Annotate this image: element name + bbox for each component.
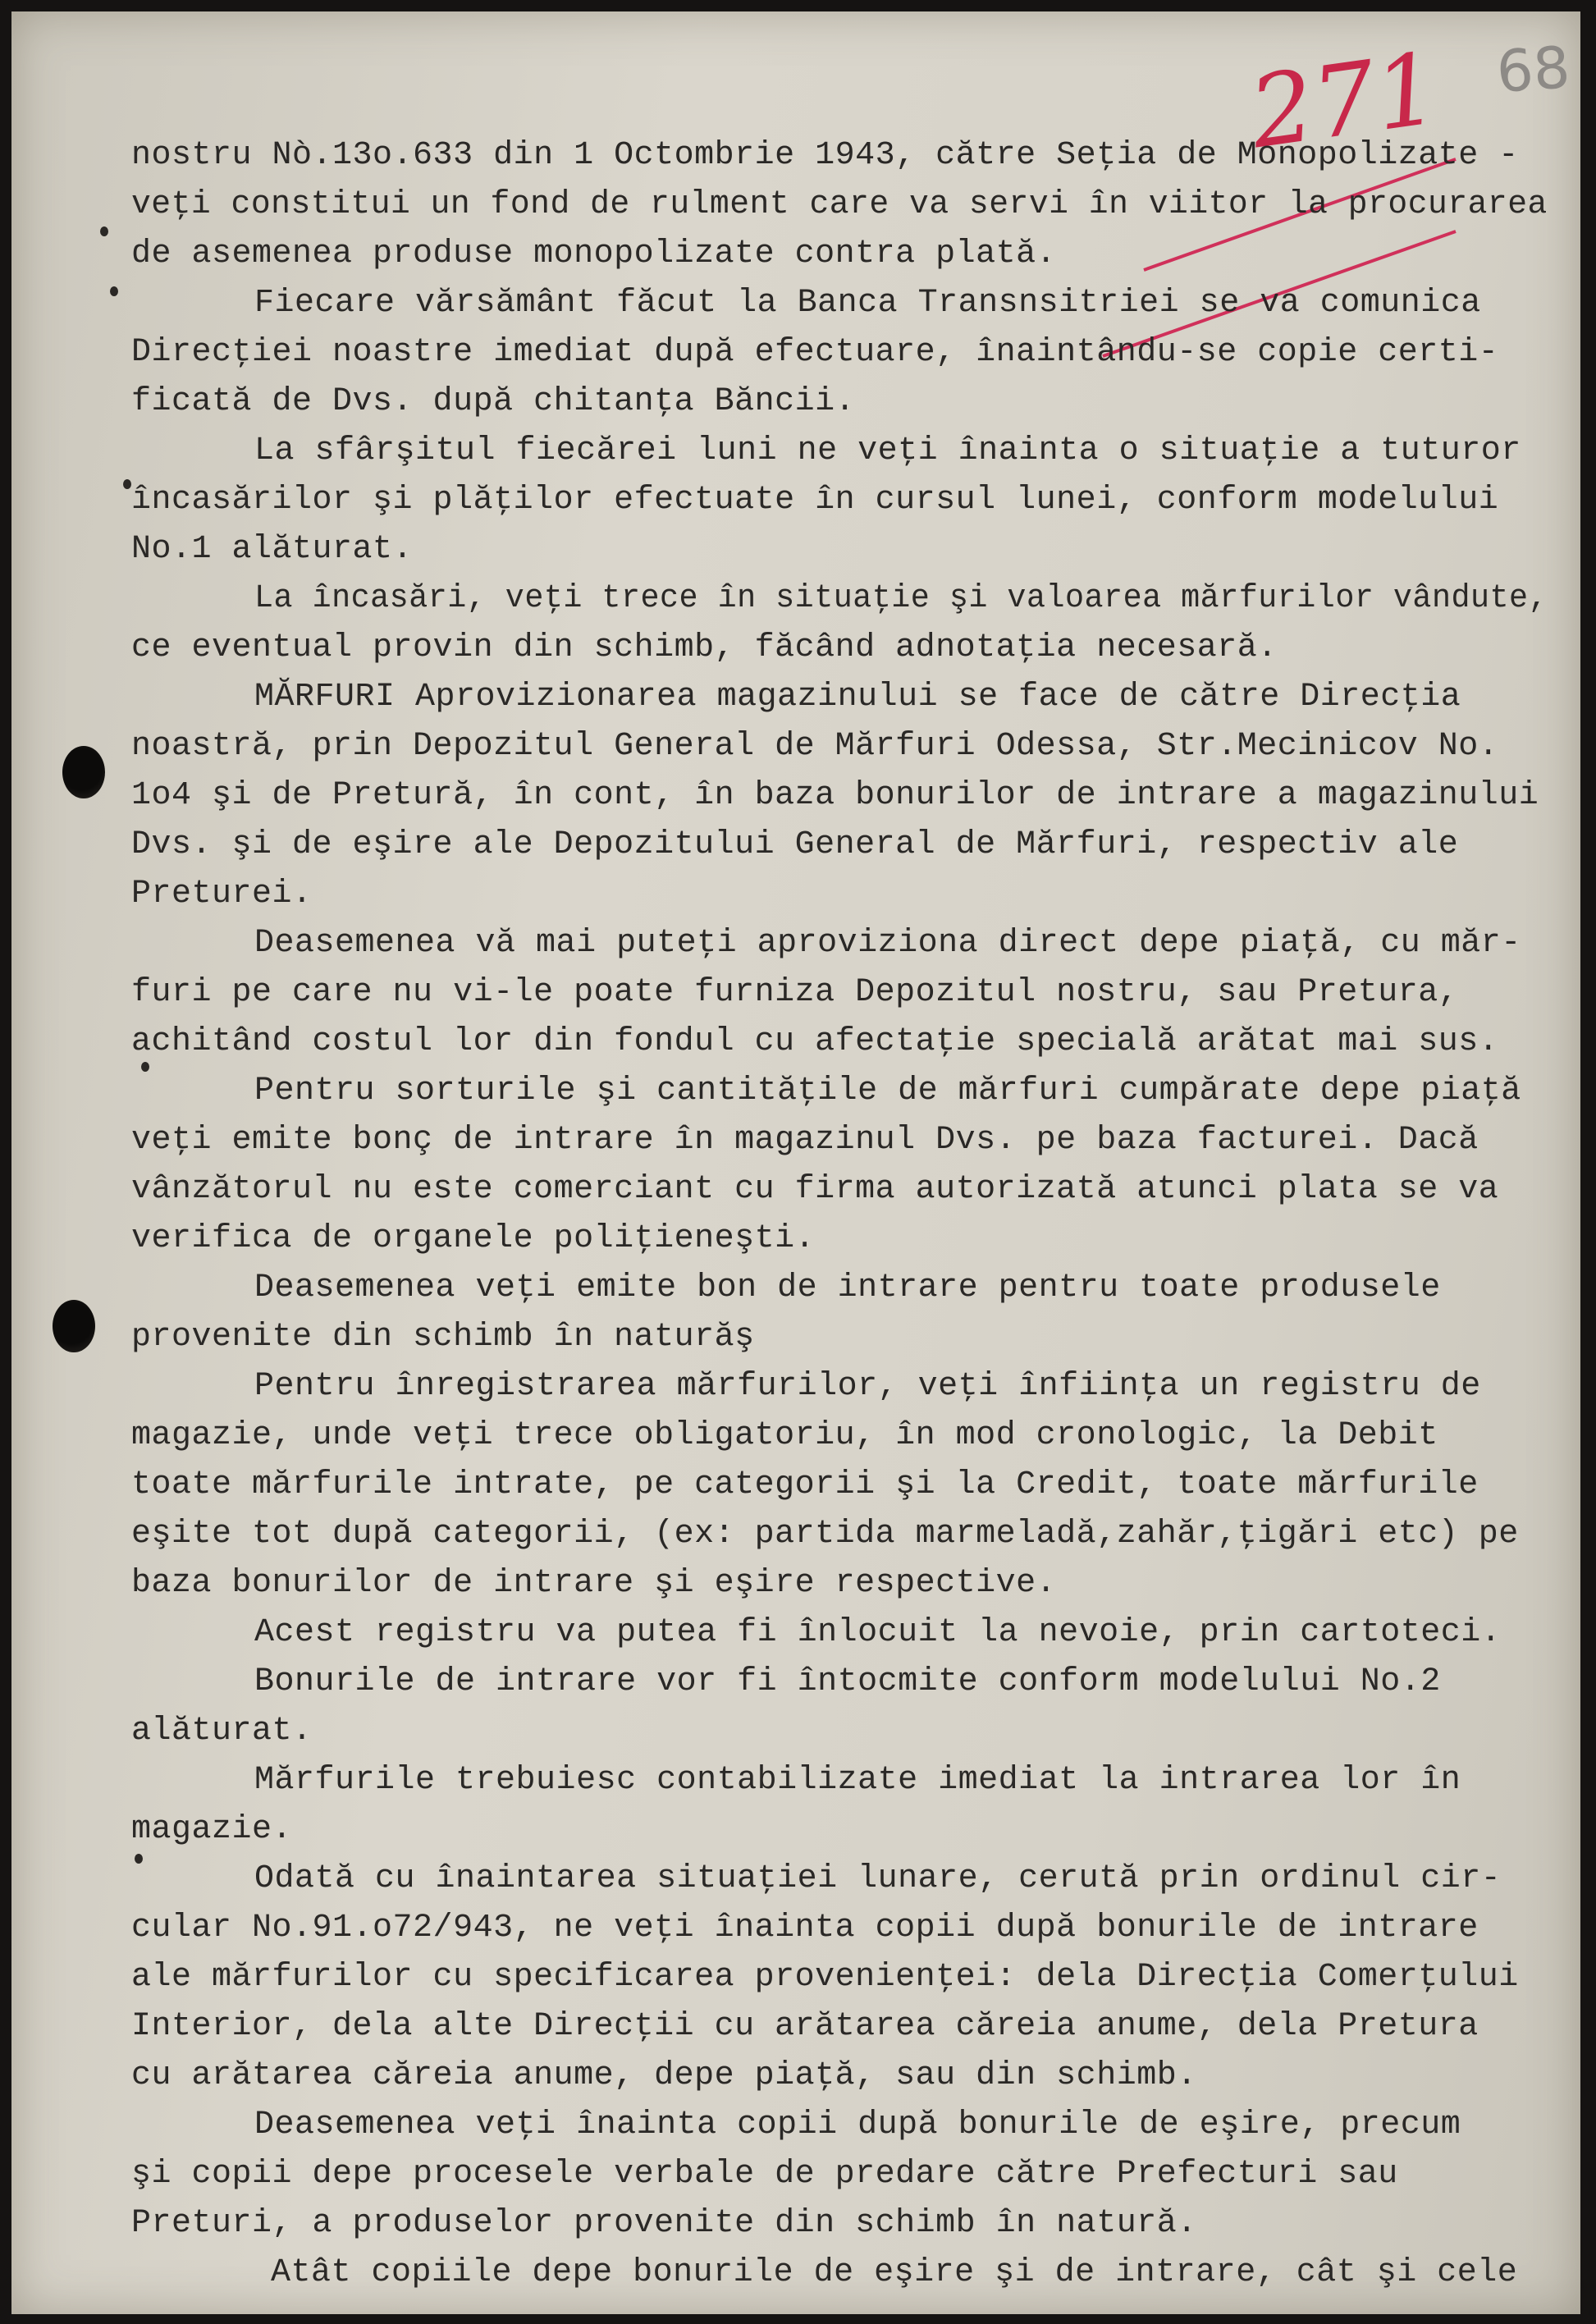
text-line: de asemenea produse monopolizate contra plată.: [131, 236, 1057, 272]
text-line: Preturi, a produselor provenite din schimb în natură.: [131, 2205, 1197, 2242]
text-line: Interior, dela alte Direcţii cu arătarea căreia anume, dela Pretura: [131, 2008, 1479, 2045]
text-line: vânzătorul nu este comerciant cu firma autorizată atunci plata se va: [131, 1171, 1499, 1208]
text-line: Pentru sorturile şi cantităţile de mărfuri cumpărate depe piaţă: [254, 1073, 1521, 1109]
text-line: Fiecare vărsământ făcut la Banca Transnsitriei se va comunica: [254, 285, 1481, 322]
text-line: achitând costul lor din fondul cu afectaţie specială arătat mai sus.: [131, 1023, 1499, 1060]
text-line: cu arătarea căreia anume, depe piaţă, sau din schimb.: [131, 2057, 1197, 2094]
text-line: nostru Nò.13o.633 din 1 Octombrie 1943, către Seţia de Monopolizate -: [131, 137, 1519, 174]
text-line: noastră, prin Depozitul General de Mărfuri Odessa, Str.Mecinicov No.: [131, 728, 1499, 765]
text-line: No.1 alăturat.: [131, 531, 414, 568]
text-line: veţi emite bonç de intrare în magazinul Dvs. pe baza facturei. Dacă: [131, 1122, 1479, 1159]
text-line: ce eventual provin din schimb, făcând adnotaţia necesară.: [131, 629, 1278, 666]
text-line: MĂRFURI Aprovizionarea magazinului se face de către Direcţia: [254, 679, 1461, 716]
text-line: Deasemenea veţi înainta copii după bonurile de eşire, precum: [254, 2107, 1461, 2143]
text-line: Pentru înregistrarea mărfurilor, veţi înfiinţa un registru de: [254, 1368, 1481, 1405]
text-line: Odată cu înaintarea situaţiei lunare, cerută prin ordinul cir-: [254, 1860, 1502, 1897]
pencil-folio-number: 68: [1494, 33, 1572, 107]
text-line: încasărilor şi plăţilor efectuate în cursul lunei, conform modelului: [131, 482, 1499, 519]
text-line: magazie.: [131, 1811, 293, 1848]
text-line: Direcţiei noastre imediat după efectuare, înaintându-se copie certi-: [131, 334, 1499, 371]
text-line: Dvs. şi de eşire ale Depozitului General de Mărfuri, respectiv ale: [131, 826, 1459, 863]
text-line: 1o4 şi de Pretură, în cont, în baza bonurilor de intrare a magazinului: [131, 777, 1539, 814]
text-line: Acest registru va putea fi înlocuit la nevoie, prin cartoteci.: [254, 1614, 1502, 1651]
text-line: cular No.91.o72/943, ne veţi înainta copii după bonurile de intrare: [131, 1910, 1479, 1947]
text-line: Atât copiile depe bonurile de eşire şi de intrare, cât şi cele: [271, 2254, 1518, 2291]
text-line: toate mărfurile intrate, pe categorii şi la Credit, toate mărfurile: [131, 1466, 1479, 1503]
text-line: verifica de organele poliţieneşti.: [131, 1220, 816, 1257]
text-line: Mărfurile trebuiesc contabilizate imediat la intrarea lor în: [254, 1762, 1461, 1799]
text-line: baza bonurilor de intrare şi eşire respective.: [131, 1565, 1057, 1602]
text-line: Preturei.: [131, 876, 313, 913]
text-line: şi copii depe procesele verbale de predare către Prefecturi sau: [131, 2156, 1398, 2193]
text-line: ficată de Dvs. după chitanţa Băncii.: [131, 383, 856, 420]
text-line: [131, 184, 1548, 226]
text-line: eşite tot după categorii, (ex: partida marmeladă,zahăr,ţigări etc) pe: [131, 1516, 1519, 1553]
text-line: Deasemenea vă mai puteţi aproviziona direct depe piaţă, cu măr-: [254, 925, 1521, 962]
text-line: Bonurile de intrare vor fi întocmite conform modelului No.2: [254, 1663, 1441, 1700]
text-line: La sfârşitul fiecărei luni ne veţi înainta o situaţie a tuturor: [254, 432, 1521, 469]
red-folio-number: 271: [1243, 31, 1446, 172]
text-line-content: veţi constitui un fond de rulment care va servi în viitor la procurarea: [131, 186, 1548, 223]
text-line: La încasări, veţi trece în situaţie şi valoarea mărfurilor vândute,: [254, 580, 1548, 617]
document-page: [11, 11, 1580, 2314]
text-line: magazie, unde veţi trece obligatoriu, în mod cronologic, la Debit: [131, 1417, 1438, 1454]
text-line: alăturat.: [131, 1713, 313, 1750]
text-line: ale mărfurilor cu specificarea provenienţei: dela Direcţia Comerţului: [131, 1959, 1519, 1996]
text-line: Deasemenea veţi emite bon de intrare pentru toate produsele: [254, 1270, 1441, 1306]
text-line: furi pe care nu vi-le poate furniza Depozitul nostru, sau Pretura,: [131, 974, 1459, 1011]
text-line: provenite din schimb în naturăş: [131, 1319, 755, 1356]
